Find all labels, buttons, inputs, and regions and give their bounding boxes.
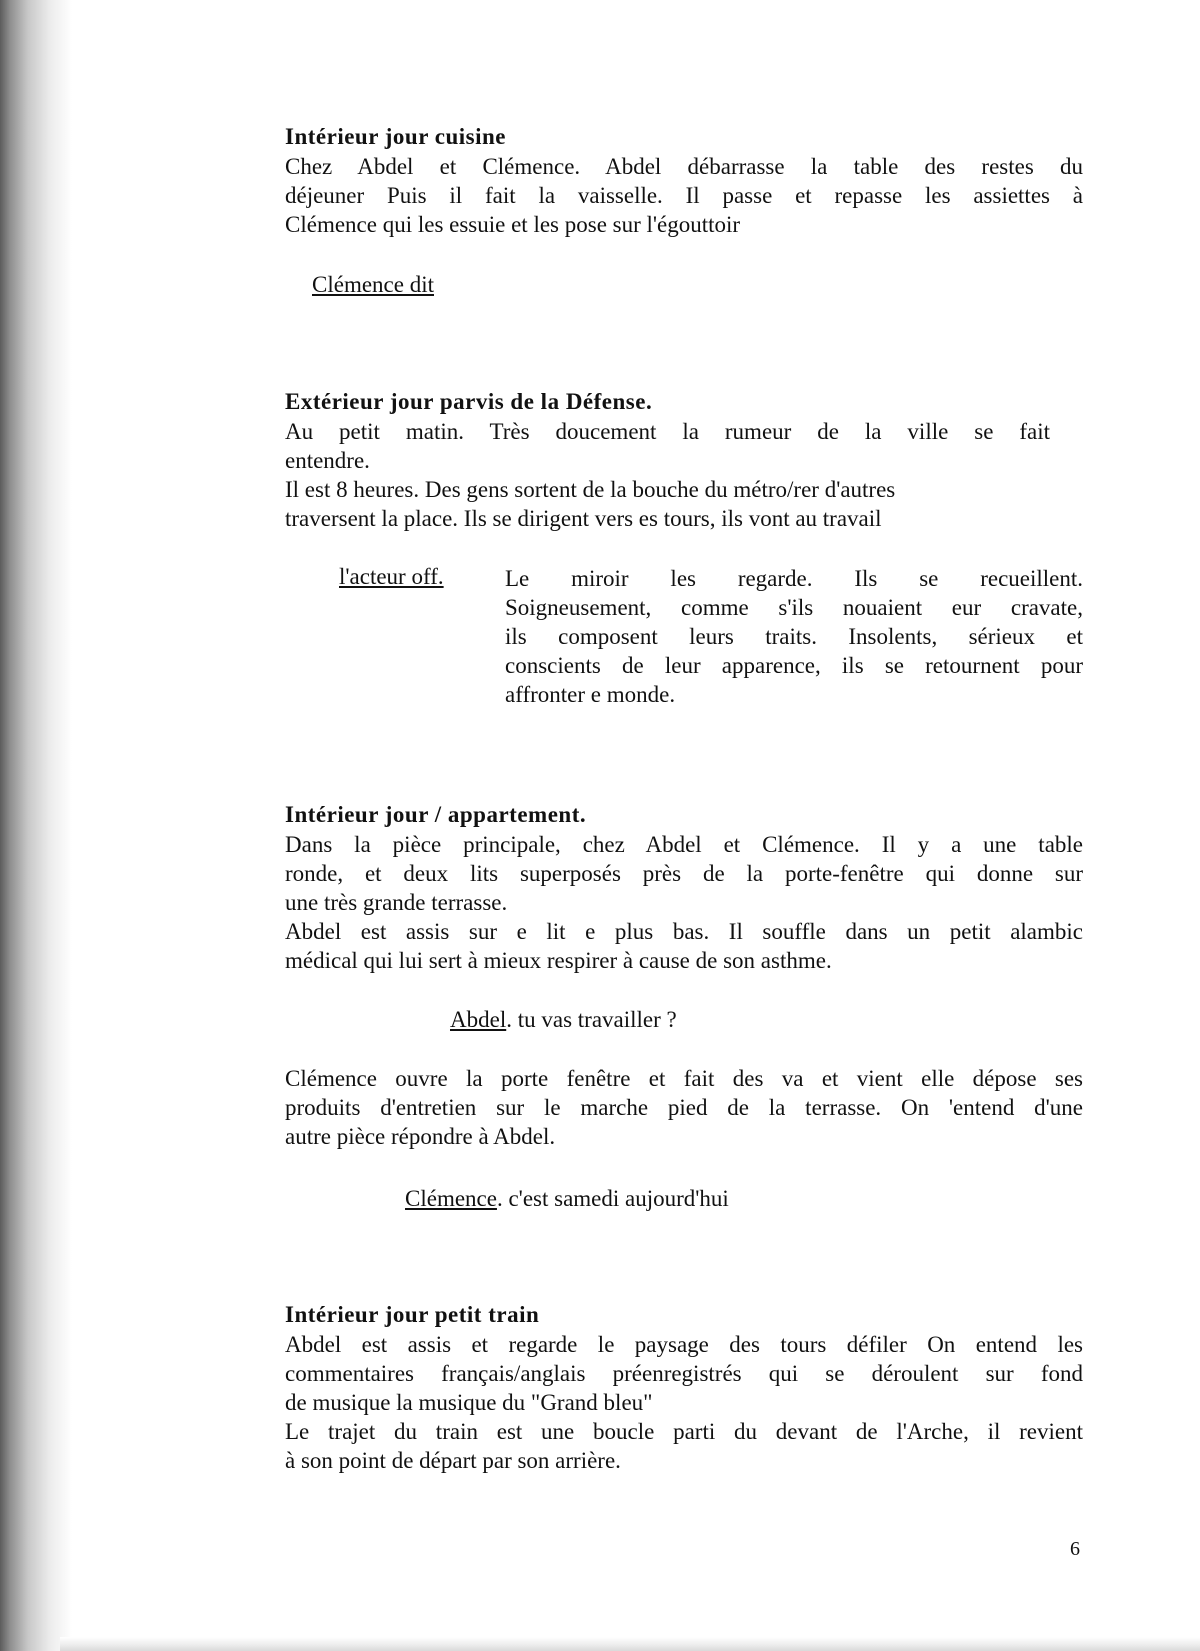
scene-4-line: commentaires français/anglais préenregistrés qui se déroulent sur fond (285, 1361, 1083, 1386)
scene-3-line: une très grande terrasse. (285, 890, 508, 915)
scene-2-heading: Extérieur jour parvis de la Défense. (285, 389, 653, 414)
scene-3-action-line: Clémence ouvre la porte fenêtre et fait des va et vient elle dépose ses (285, 1066, 1083, 1091)
dialogue-clemence-speaker: Clémence (405, 1186, 497, 1211)
voiceover-line: ils composent leurs traits. Insolents, sérieux et (505, 624, 1083, 649)
voiceover-speaker: l'acteur off. (339, 564, 444, 589)
voiceover-line: conscients de leur apparence, ils se retournent pour (505, 653, 1083, 678)
scene-1-line: Chez Abdel et Clémence. Abdel débarrasse la table des restes du (285, 154, 1083, 179)
scene-3-action-line: produits d'entretien sur le marche pied de la terrasse. On 'entend d'une (285, 1095, 1083, 1120)
scene-3-description (285, 830, 1083, 975)
scene-3-action (285, 1064, 1083, 1151)
scene-4-description (285, 1330, 1083, 1475)
scene-2-line: Au petit matin. Très doucement la rumeur de la ville se fait (285, 419, 1050, 444)
voiceover-line: Soigneusement, comme s'ils nouaient eur cravate, (505, 595, 1083, 620)
scene-4-line: de musique la musique du "Grand bleu" (285, 1390, 653, 1415)
scene-2-line: traversent la place. Ils se dirigent vers es tours, ils vont au travail (285, 506, 882, 531)
scene-3-heading: Intérieur jour / appartement. (285, 802, 587, 827)
scene-3-action-line: autre pièce répondre à Abdel. (285, 1124, 556, 1149)
scene-3-line: médical qui lui sert à mieux respirer à cause de son asthme. (285, 948, 832, 973)
dialogue-abdel (450, 1007, 677, 1033)
scene-1-line: Clémence qui les essuie et les pose sur l'égouttoir (285, 212, 741, 237)
scene-3-line: ronde, et deux lits superposés près de la porte-fenêtre qui donne sur (285, 861, 1083, 886)
scene-1-line: déjeuner Puis il fait la vaisselle. Il passe et repasse les assiettes à (285, 183, 1083, 208)
scene-4-line: Abdel est assis et regarde le paysage des tours défiler On entend les (285, 1332, 1083, 1357)
scene-2-line: Il est 8 heures. Des gens sortent de la bouche du métro/rer d'autres (285, 477, 896, 502)
dialogue-abdel-text: . tu vas travailler ? (506, 1007, 677, 1032)
scene-4-line: à son point de départ par son arrière. (285, 1448, 621, 1473)
dialogue-clemence-text: . c'est samedi aujourd'hui (496, 1186, 729, 1211)
scene-1-description (285, 152, 1083, 239)
dialogue-abdel-speaker: Abdel (450, 1007, 507, 1032)
scene-4-line: Le trajet du train est une boucle parti du devant de l'Arche, il revient (285, 1419, 1083, 1444)
scene-2-line: entendre. (285, 448, 370, 473)
scene-3-line: Dans la pièce principale, chez Abdel et Clémence. Il y a une table (285, 832, 1083, 857)
voiceover-text (505, 564, 1083, 709)
scene-2-description (285, 417, 1050, 533)
scene-3-line: Abdel est assis sur e lit e plus bas. Il souffle dans un petit alambic (285, 919, 1083, 944)
page-number: 6 (1070, 1538, 1080, 1560)
voiceover-line: affronter e monde. (505, 682, 676, 707)
scene-4-heading: Intérieur jour petit train (285, 1302, 540, 1327)
scene-1-heading: Intérieur jour cuisine (285, 124, 506, 149)
scene-1-speaker: Clémence dit (312, 272, 434, 297)
dialogue-clemence (405, 1186, 729, 1212)
voiceover-line: Le miroir les regarde. Ils se recueillent. (505, 566, 1083, 591)
